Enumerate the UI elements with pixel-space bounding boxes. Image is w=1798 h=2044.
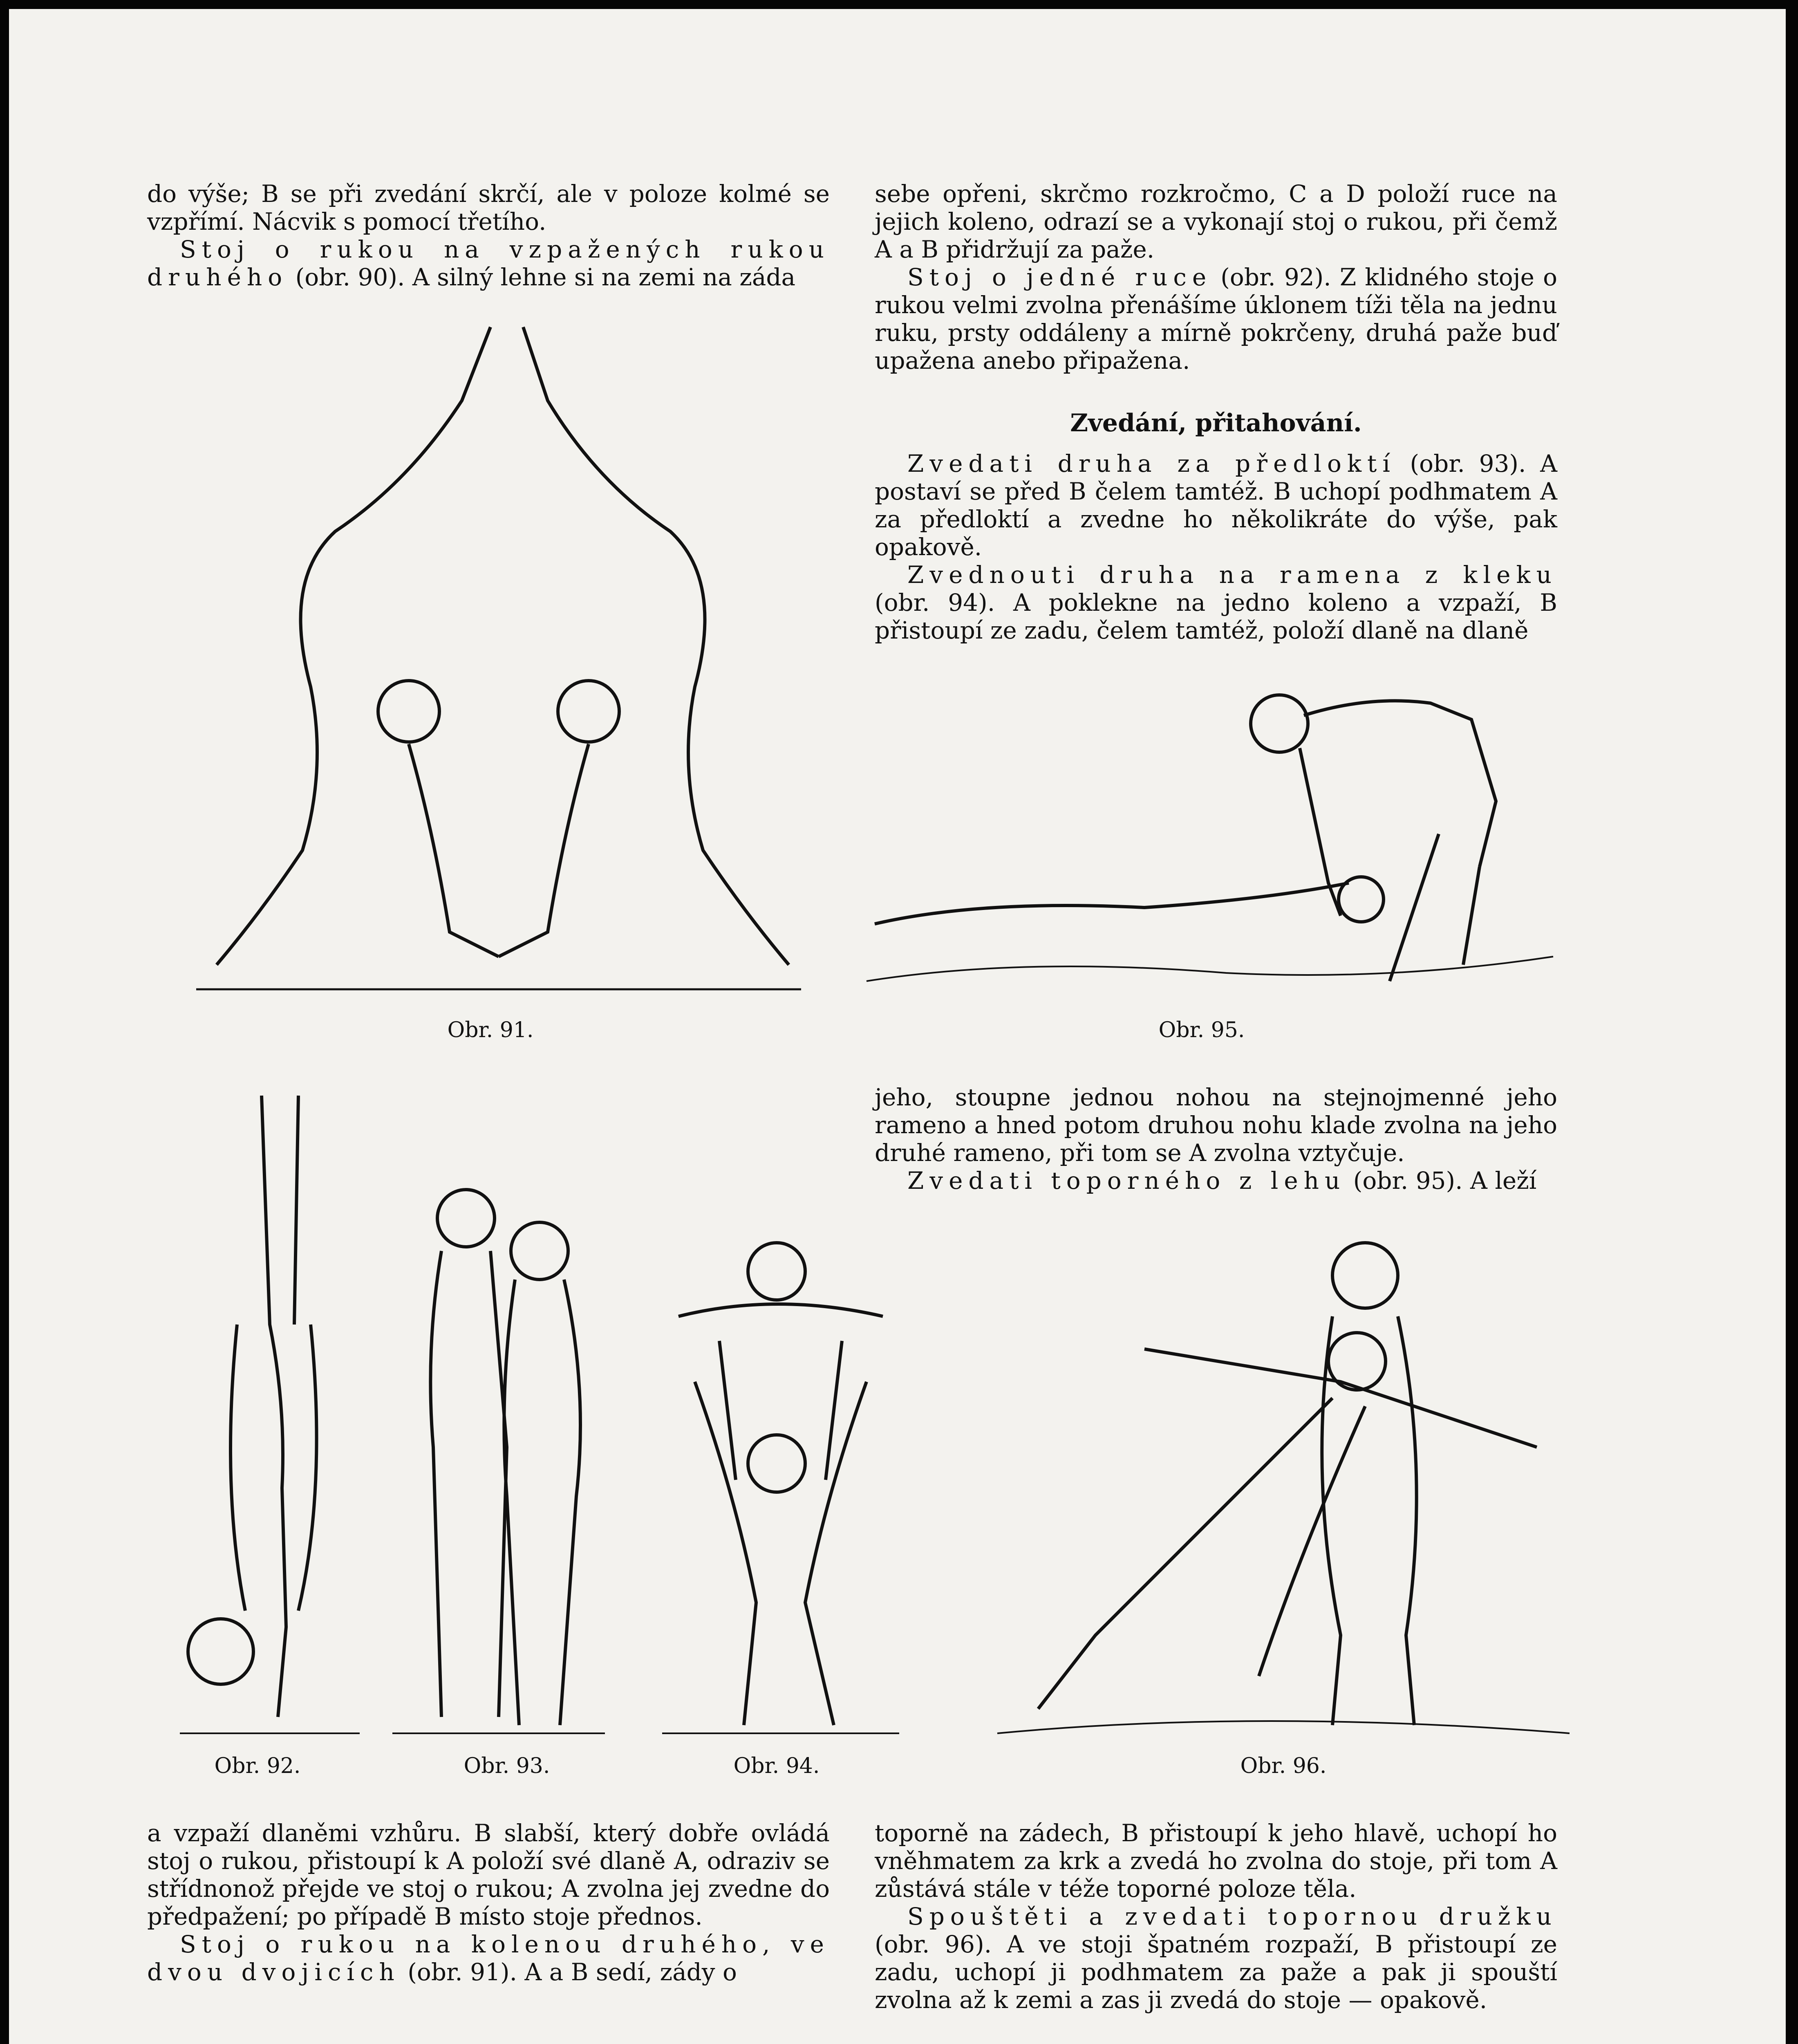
paragraph	[875, 561, 1557, 644]
text-column-right-bottom	[875, 1819, 1557, 2014]
paragraph-text: (obr. 91). A a B sedí, zády o	[408, 1958, 737, 1986]
figure-caption: Obr. 94.	[733, 1754, 820, 1778]
figure-92-illustration	[163, 1079, 376, 1741]
paragraph: do výše; B se při zvedání skrčí, ale v poloze kolmé se vzpřímí. Nácvik s pomocí třetího.	[147, 180, 830, 235]
paragraph	[875, 450, 1557, 561]
paragraph	[875, 263, 1557, 374]
exercise-title: Zvedati druha za předloktí	[907, 450, 1396, 477]
section-heading: Zvedání, přitahování.	[1070, 409, 1362, 437]
figure-94-illustration	[654, 1235, 907, 1741]
exercise-title: Zvedati toporného z lehu	[907, 1167, 1346, 1195]
figure-caption: Obr. 91.	[447, 1018, 534, 1042]
figure-caption: Obr. 95.	[1158, 1018, 1245, 1042]
figure-91-illustration	[180, 319, 817, 1006]
paragraph: toporně na zádech, B přistoupí k jeho hlavě, uchopí ho vněhmatem za krk a zvedá ho zvolna do stoje, při tom A zůstává stále v téže toporné poloze těla.	[875, 1819, 1557, 1903]
paragraph-text: (obr. 90). A silný lehne si na zemi na záda	[295, 263, 796, 291]
exercise-title: Stoj o rukou na vzpažených rukou druhého	[147, 235, 830, 291]
text-column-left-bottom	[147, 1819, 830, 1986]
paragraph	[147, 1930, 830, 1986]
paragraph	[875, 1167, 1557, 1195]
exercise-title: Zvednouti druha na ramena z kleku	[907, 561, 1557, 589]
paragraph-text: (obr. 94). A poklekne na jedno koleno a vzpaží, B přistoupí ze zadu, čelem tamtéž, položí dlaně na dlaně	[875, 589, 1557, 644]
text-column-right-top	[875, 180, 1557, 374]
paragraph	[875, 1903, 1557, 2014]
paragraph-text: (obr. 95). A leží	[1353, 1167, 1537, 1195]
figure-caption: Obr. 93.	[463, 1754, 550, 1778]
text-column-left-top	[147, 180, 830, 291]
paragraph: a vzpaží dlaněmi vzhůru. B slabší, který dobře ovládá stoj o rukou, přistoupí k A položí své dlaně A, odraziv se střídnonož přejde ve stoj o rukou; A zvolna jej zvedne do předpažení; po případě B místo stoje přednos.	[147, 1819, 830, 1930]
text-column-right-mid	[875, 450, 1557, 644]
paragraph: sebe opřeni, skrčmo rozkročmo, C a D položí ruce na jejich koleno, odrazí se a vykonají stoj o rukou, při čemž A a B přidržují za paže.	[875, 180, 1557, 263]
paragraph: jeho, stoupne jednou nohou na stejnojmenné jeho rameno a hned potom druhou nohu klade zvolna na jeho druhé rameno, při tom se A zvolna vztyčuje.	[875, 1083, 1557, 1167]
paragraph	[147, 235, 830, 291]
figure-caption: Obr. 96.	[1240, 1754, 1327, 1778]
figure-93-illustration	[384, 1186, 613, 1741]
paragraph-text: (obr. 92). Z klidného stoje o rukou velmi zvolna přenášíme úklonem tíži těla na jednu ruku, prsty oddáleny a mírně pokrčeny, druhá paže buď upažena anebo připažena.	[875, 263, 1557, 374]
paragraph-text: (obr. 93). A postaví se před B čelem tamtéž. B uchopí podhmatem A za předloktí a zvedne ho několikráte do výše, pak opakově.	[875, 450, 1558, 561]
exercise-title: Spouštěti a zvedati topornou družku	[907, 1903, 1557, 1930]
figure-caption: Obr. 92.	[214, 1754, 301, 1778]
text-column-right-mid2	[875, 1083, 1557, 1195]
paragraph-text: (obr. 96). A ve stoji špatném rozpaží, B přistoupí ze zadu, uchopí ji podhmatem za paže a pak ji spouští zvolna až k zemi a zas ji zvedá do stoje — opakově.	[875, 1930, 1557, 2014]
figure-96-illustration	[973, 1226, 1578, 1750]
exercise-title: Stoj o jedné ruce	[907, 263, 1212, 291]
exercise-title: Stoj o rukou na kolenou druhého, ve dvou dvojicích	[147, 1930, 830, 1986]
figure-95-illustration	[858, 670, 1561, 1006]
